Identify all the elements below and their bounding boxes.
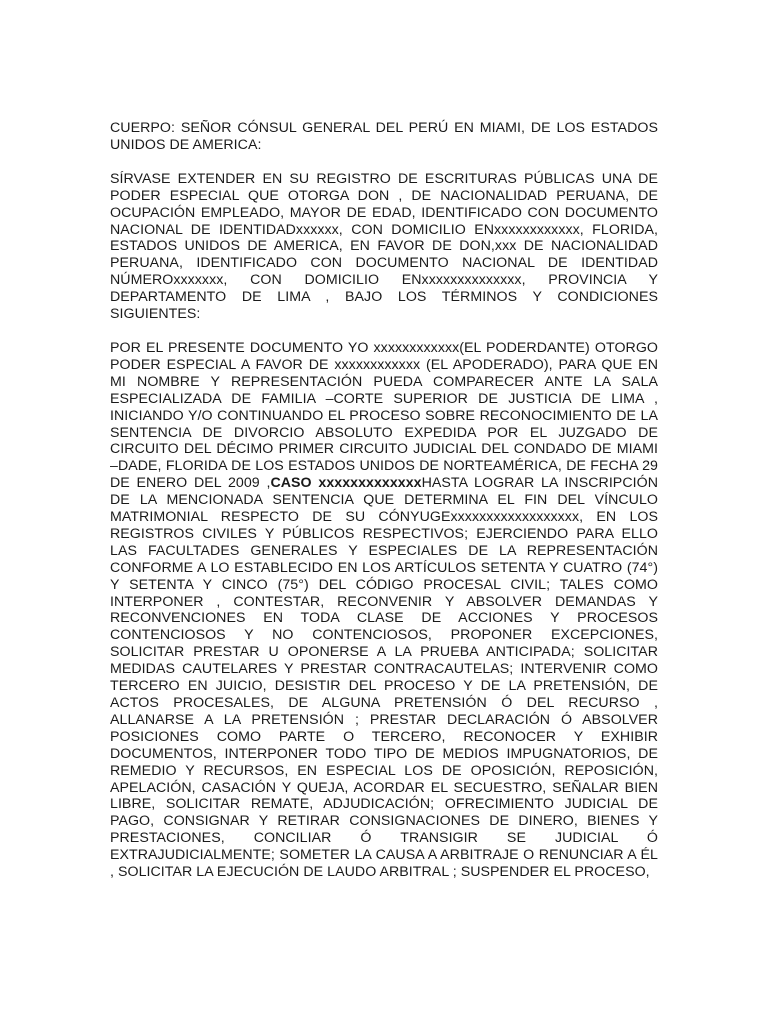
paragraph-poder-especial bbox=[110, 340, 658, 881]
document-body bbox=[110, 120, 658, 881]
document-heading: CUERPO: SEÑOR CÓNSUL GENERAL DEL PERÚ EN MIAMI, DE LOS ESTADOS UNIDOS DE AMERICA: bbox=[110, 120, 658, 153]
paragraph-registro: SÍRVASE EXTENDER EN SU REGISTRO DE ESCRITURAS PÚBLICAS UNA DE PODER ESPECIAL QUE OTORGA DON , DE NACIONALIDAD PERUANA, DE OCUPACIÓN EMPLEADO, MAYOR DE EDAD, IDENTIFICADO CON DOCUMENTO NACIONAL DE IDENTIDADxxxxxx, CON DOMICILIO ENxxxxxxxxxxxx, FLORIDA, ESTADOS UNIDOS DE AMERICA, EN FAVOR DE DON,xxx DE NACIONALIDAD PERUANA, IDENTIFICADO CON DOCUMENTO NACIONAL DE IDENTIDAD NÚMEROxxxxxxx, CON DOMICILIO ENxxxxxxxxxxxxxx, PROVINCIA Y DEPARTAMENTO DE LIMA , BAJO LOS TÉRMINOS Y CONDICIONES SIGUIENTES: bbox=[110, 170, 658, 323]
paragraph-text-after: HASTA LOGRAR LA INSCRIPCIÓN DE LA MENCIONADA SENTENCIA QUE DETERMINA EL FIN DEL VÍNCULO MATRIMONIAL RESPECTO DE SU CÓNYUGExxxxxxxxxxxxxxxxxx, EN LOS REGISTROS CIVILES Y PÚBLICOS RESPECTIVOS; EJERCIENDO PARA ELLO LAS FACULTADES GENERALES Y ESPECIALES DE LA REPRESENTACIÓN CONFORME A LO ESTABLECIDO EN LOS ARTÍCULOS SETENTA Y CUATRO (74°) Y SETENTA Y CINCO (75°) DEL CÓDIGO PROCESAL CIVIL; TALES COMO INTERPONER , CONTESTAR, RECONVENIR Y ABSOLVER DEMANDAS Y RECONVENCIONES EN TODA CLASE DE ACCIONES Y PROCESOS CONTENCIOSOS Y NO CONTENCIOSOS, PROPONER EXCEPCIONES, SOLICITAR PRESTAR U OPONERSE A LA PRUEBA ANTICIPADA; SOLICITAR MEDIDAS CAUTELARES Y PRESTAR CONTRACAUTELAS; INTERVENIR COMO TERCERO EN JUICIO, DESISTIR DEL PROCESO Y DE LA PRETENSIÓN, DE ACTOS PROCESALES, DE ALGUNA PRETENSIÓN Ó DEL RECURSO , ALLANARSE A LA PRETENSIÓN ; PRESTAR DECLARACIÓN Ó ABSOLVER POSICIONES COMO PARTE O TERCERO, RECONOCER Y EXHIBIR DOCUMENTOS, INTERPONER TODO TIPO DE MEDIOS IMPUGNATORIOS, DE REMEDIO Y RECURSOS, EN ESPECIAL LOS DE OPOSICIÓN, REPOSICIÓN, APELACIÓN, CASACIÓN Y QUEJA, ACORDAR EL SECUESTRO, SEÑALAR BIEN LIBRE, SOLICITAR REMATE, ADJUDICACIÓN; OFRECIMIENTO JUDICIAL DE PAGO, CONSIGNAR Y RETIRAR CONSIGNACIONES DE DINERO, BIENES Y PRESTACIONES, CONCILIAR Ó TRANSIGIR SE JUDICIAL Ó EXTRAJUDICIALMENTE; SOMETER LA CAUSA A ARBITRAJE O RENUNCIAR A ÉL , SOLICITAR LA EJECUCIÓN DE LAUDO ARBITRAL ; SUSPENDER EL PROCESO, bbox=[110, 475, 658, 881]
case-number: CASO xxxxxxxxxxxxx bbox=[270, 475, 422, 492]
paragraph-text-before: POR EL PRESENTE DOCUMENTO YO xxxxxxxxxxxx(EL PODERDANTE) OTORGO PODER ESPECIAL A FAVOR DE xxxxxxxxxxxx (EL APODERADO), PARA QUE EN MI NOMBRE Y REPRESENTACIÓN PUEDA COMPARECER ANTE LA SALA ESPECIALIZADA DE FAMILIA –CORTE SUPERIOR DE JUSTICIA DE LIMA , INICIANDO Y/O CONTINUANDO EL PROCESO SOBRE RECONOCIMIENTO DE LA SENTENCIA DE DIVORCIO ABSOLUTO EXPEDIDA POR EL JUZGADO DE CIRCUITO DEL DÉCIMO PRIMER CIRCUITO JUDICIAL DEL CONDADO DE MIAMI –DADE, FLORIDA DE LOS ESTADOS UNIDOS DE NORTEAMÉRICA, DE FECHA 29 DE ENERO DEL 2009 , bbox=[110, 339, 658, 492]
